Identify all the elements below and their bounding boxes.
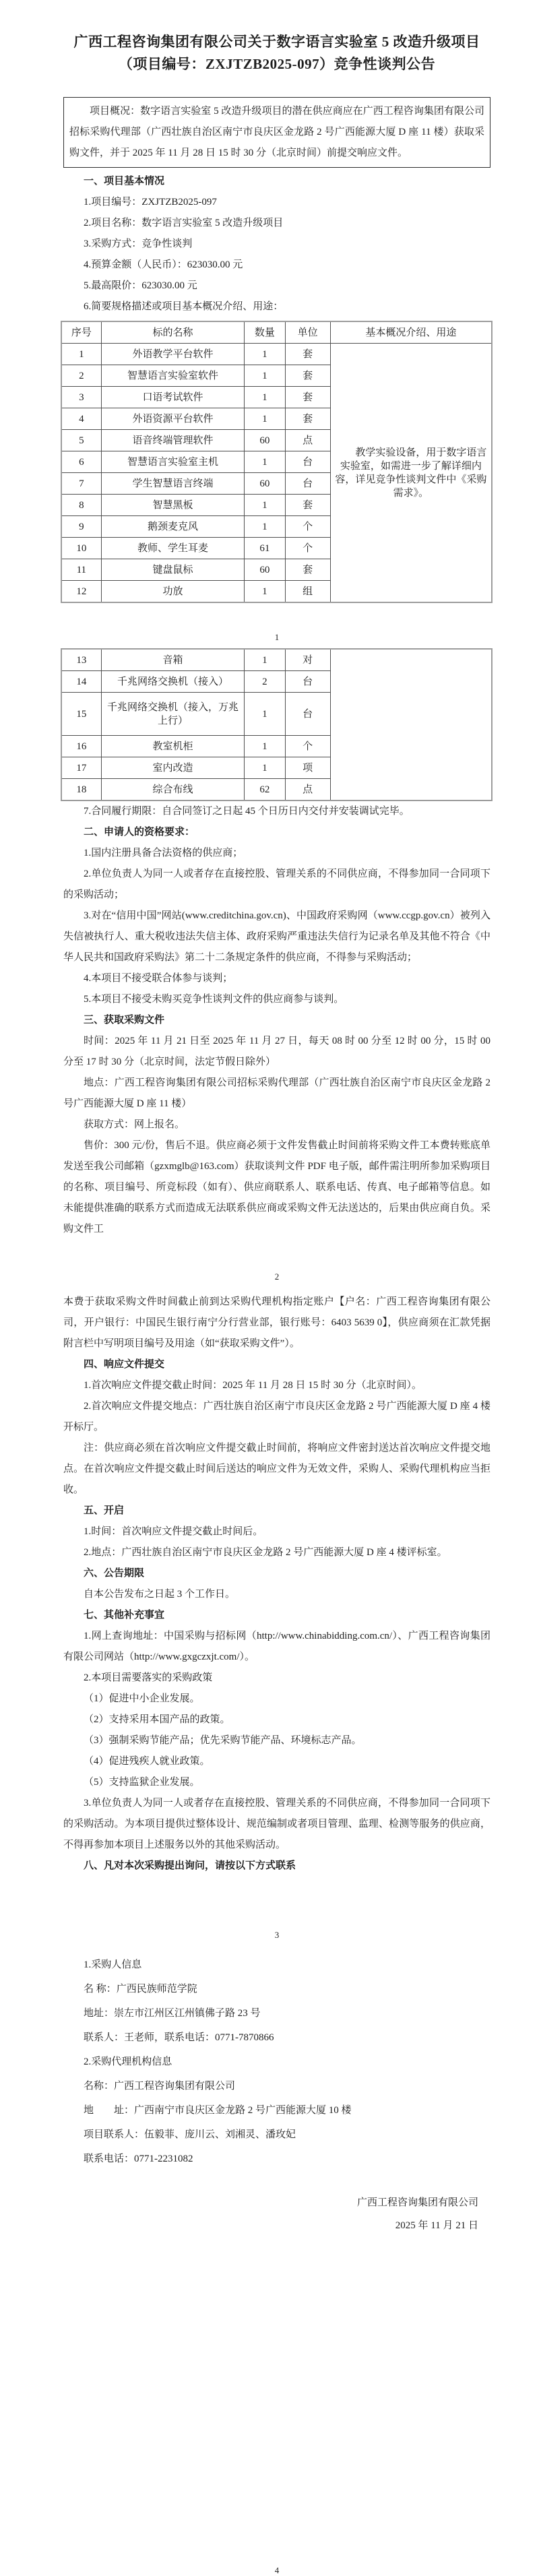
table-cell-unit: 套 [285, 495, 330, 516]
table-cell-seq: 8 [61, 495, 101, 516]
paragraph: 时间：2025 年 11 月 21 日至 2025 年 11 月 27 日，每天 08 时 00 分至 12 时 00 分，15 时 00 分至 17 时 30 分（北京时间，法定节假日除外） [63, 1036, 490, 1067]
table-cell-qty: 1 [245, 693, 285, 736]
table-cell-qty: 1 [245, 649, 285, 671]
paragraph: 名 称：广西民族师范学院 [84, 1984, 197, 1994]
table-cell-qty: 60 [245, 430, 285, 451]
page-number: 3 [274, 1930, 280, 1940]
table-body [61, 321, 492, 602]
table-header-cell: 序号 [61, 321, 101, 344]
table-cell-seq: 9 [61, 516, 101, 538]
table-cell-unit: 点 [285, 430, 330, 451]
paragraph: 1.采购人信息 [84, 1959, 142, 1970]
goods-table-part2 [61, 648, 493, 801]
section-heading: 二、申请人的资格要求： [84, 827, 195, 838]
table-note-cell [330, 649, 492, 800]
table-cell-name: 智慧语言实验室主机 [101, 451, 245, 473]
paragraph: 获取方式：网上报名。 [84, 1119, 185, 1130]
table-cell-seq: 11 [61, 559, 101, 581]
table-cell-qty: 2 [245, 671, 285, 693]
paragraph: 地 址：广西南宁市良庆区金龙路 2 号广西能源大厦 10 楼 [84, 2105, 352, 2116]
signature-date: 2025 年 11 月 21 日 [395, 2220, 478, 2231]
section-heading: 六、公告期限 [84, 1568, 145, 1579]
table-cell-unit: 台 [285, 693, 330, 736]
paragraph: 本费于获取采购文件时间截止前到达采购代理机构指定账户【户名：广西工程咨询集团有限公司，开户银行：中国民生银行南宁分行营业部，银行账号：6403 5639 0】，供应商须在汇款凭据附言栏中写明项目编号及用途（如“获取采购文件”）。 [63, 1296, 490, 1349]
paragraph: 2.首次响应文件提交地点：广西壮族自治区南宁市良庆区金龙路 2 号广西能源大厦 D 座 4 楼开标厅。 [63, 1401, 490, 1433]
table-cell-name: 综合布线 [101, 779, 245, 801]
table-cell-name: 键盘鼠标 [101, 559, 245, 581]
table-cell-name: 智慧语言实验室软件 [101, 365, 245, 387]
paragraph: 注：供应商必须在首次响应文件提交截止时间前，将响应文件密封送达首次响应文件提交地点。在首次响应文件提交截止时间后送达的响应文件为无效文件，采购人、采购代理机构应当拒收。 [63, 1443, 490, 1495]
paragraph: 3.对在“信用中国”网站(www.creditchina.gov.cn)、中国政府采购网（www.ccgp.gov.cn）被列入失信被执行人、重大税收违法失信主体、政府采购严重违法失信行为记录名单及其他不符合《中华人民共和国政府采购法》第二十二条规定条件的供应商，不得参与采购活动； [63, 910, 490, 963]
table-cell-qty: 60 [245, 473, 285, 495]
paragraph: 2.项目名称：数字语言实验室 5 改造升级项目 [84, 218, 284, 228]
page-number: 4 [274, 2565, 280, 2575]
table-header-cell: 标的名称 [101, 321, 245, 344]
table-cell-seq: 15 [61, 693, 101, 736]
document-body [63, 171, 490, 2576]
goods-table-part1 [61, 321, 493, 603]
paragraph: 售价：300 元/份，售后不退。供应商必须于文件发售截止时间前将采购文件工本费转账底单发送至我公司邮箱（gzxmglb@163.com）获取谈判文件 PDF 电子版，邮件需注明所参加采购项目的名称、项目编号、所竞标段（如有）、供应商联系人、联系电话、传真、电子邮箱等信息。如未能提供准确的联系方式而造成无法联系供应商或采购文件无法送达的，后果由供应商自负。采购文件工 [63, 1140, 490, 1234]
table-cell-seq: 7 [61, 473, 101, 495]
table-cell-qty: 61 [245, 538, 285, 559]
paragraph: 名称：广西工程咨询集团有限公司 [84, 2081, 236, 2092]
page-number: 2 [274, 1271, 280, 1282]
section-heading: 一、项目基本情况 [84, 176, 165, 187]
table-cell-qty: 1 [245, 387, 285, 408]
paragraph: 4.本项目不接受联合体参与谈判； [84, 973, 233, 984]
table-cell-qty: 1 [245, 495, 285, 516]
table-cell-name: 教室机柜 [101, 736, 245, 757]
table-cell-unit: 对 [285, 649, 330, 671]
table-cell-name: 语音终端管理软件 [101, 430, 245, 451]
paragraph: 1.项目编号：ZXJTZB2025-097 [84, 197, 217, 208]
table-cell-seq: 12 [61, 581, 101, 603]
table-cell-qty: 1 [245, 408, 285, 430]
table-cell-unit: 套 [285, 408, 330, 430]
table-header-cell: 单位 [285, 321, 330, 344]
table-header-cell: 数量 [245, 321, 285, 344]
paragraph: 联系人：王老师，联系电话：0771-7870866 [84, 2032, 274, 2043]
section-heading: 四、响应文件提交 [84, 1359, 165, 1370]
table-cell-seq: 10 [61, 538, 101, 559]
table-cell-name: 千兆网络交换机（接入，万兆上行） [101, 693, 245, 736]
table-cell-name: 外语教学平台软件 [101, 344, 245, 365]
table-cell-qty: 1 [245, 344, 285, 365]
table-cell-unit: 组 [285, 581, 330, 603]
table-cell-unit: 点 [285, 779, 330, 801]
paragraph: 2.采购代理机构信息 [84, 2056, 172, 2067]
section-heading: 五、开启 [84, 1505, 125, 1516]
table-cell-name: 教师、学生耳麦 [101, 538, 245, 559]
paragraph: （2）支持采用本国产品的政策。 [84, 1714, 230, 1725]
table-cell-unit: 个 [285, 538, 330, 559]
paragraph: 项目联系人：伍毅菲、庞川云、刘湘灵、潘玫妃 [84, 2129, 296, 2140]
table-cell-seq: 3 [61, 387, 101, 408]
table-cell-unit: 个 [285, 736, 330, 757]
paragraph: 3.采购方式：竞争性谈判 [84, 239, 193, 249]
paragraph: 5.本项目不接受未购买竞争性谈判文件的供应商参与谈判。 [84, 994, 344, 1005]
table-cell-qty: 60 [245, 559, 285, 581]
paragraph: 1.时间：首次响应文件提交截止时间后。 [84, 1526, 263, 1537]
section-heading: 三、获取采购文件 [84, 1015, 165, 1026]
table-cell-unit: 个 [285, 516, 330, 538]
paragraph: 1.国内注册具备合法资格的供应商； [84, 848, 243, 858]
section-heading: 七、其他补充事宜 [84, 1610, 165, 1621]
table-cell-unit: 套 [285, 559, 330, 581]
paragraph: 联系电话：0771-2231082 [84, 2154, 193, 2164]
paragraph: 地点：广西工程咨询集团有限公司招标采购代理部（广西壮族自治区南宁市良庆区金龙路 2 号广西能源大厦 D 座 11 楼） [63, 1077, 490, 1109]
table-cell-unit: 台 [285, 451, 330, 473]
table-cell-seq: 4 [61, 408, 101, 430]
paragraph: 地址：崇左市江州区江州镇佛子路 23 号 [84, 2008, 261, 2019]
table-cell-seq: 6 [61, 451, 101, 473]
table-cell-name: 智慧黑板 [101, 495, 245, 516]
table-note-cell: 教学实验设备，用于数字语言实验室，如需进一步了解详细内容，详见竞争性谈判文件中《采购需求》。 [330, 344, 492, 603]
table-cell-seq: 18 [61, 779, 101, 801]
section-heading: 八、凡对本次采购提出询问，请按以下方式联系 [84, 1860, 296, 1871]
table-cell-seq: 2 [61, 365, 101, 387]
table-cell-unit: 台 [285, 473, 330, 495]
table-cell-name: 口语考试软件 [101, 387, 245, 408]
table-cell-unit: 套 [285, 365, 330, 387]
paragraph: （1）促进中小企业发展。 [84, 1693, 200, 1704]
table-row [61, 344, 492, 365]
doc-title-line1: 广西工程咨询集团有限公司关于数字语言实验室 5 改造升级项目 [73, 34, 480, 50]
table-header-row [61, 321, 492, 344]
overview-box: 项目概况：数字语言实验室 5 改造升级项目的潜在供应商应在广西工程咨询集团有限公司招标采购代理部（广西壮族自治区南宁市良庆区金龙路 2 号广西能源大厦 D 座 11 楼）获取采购文件，并于 2025 年 11 月 28 日 15 时 30 分（北京时间）前提交响应文件。 [63, 97, 490, 168]
table-cell-name: 鹅颈麦克风 [101, 516, 245, 538]
table-cell-name: 千兆网络交换机（接入） [101, 671, 245, 693]
table-row [61, 649, 492, 671]
table-cell-name: 音箱 [101, 649, 245, 671]
paragraph: 7.合同履行期限：自合同签订之日起 45 个日历日内交付并安装调试完毕。 [84, 806, 410, 817]
table-cell-name: 功放 [101, 581, 245, 603]
table-cell-seq: 14 [61, 671, 101, 693]
table-cell-unit: 项 [285, 757, 330, 779]
paragraph: 2.地点：广西壮族自治区南宁市良庆区金龙路 2 号广西能源大厦 D 座 4 楼评标室。 [84, 1547, 447, 1558]
doc-title [63, 31, 490, 75]
table-cell-seq: 13 [61, 649, 101, 671]
paragraph: 1.网上查询地址：中国采购与招标网（http://www.chinabidding.com.cn/）、广西工程咨询集团有限公司网站（http://www.gxgczxjt.com/）。 [63, 1631, 490, 1662]
paragraph: 4.预算金额（人民币）：623030.00 元 [84, 259, 243, 270]
table-cell-qty: 1 [245, 516, 285, 538]
table-cell-seq: 16 [61, 736, 101, 757]
doc-title-line2: （项目编号：ZXJTZB2025-097）竞争性谈判公告 [118, 56, 436, 72]
table-cell-unit: 台 [285, 671, 330, 693]
table-cell-unit: 套 [285, 344, 330, 365]
paragraph: 6.简要规格描述或项目基本概况介绍、用途： [84, 301, 284, 312]
table-cell-unit: 套 [285, 387, 330, 408]
table-cell-name: 学生智慧语言终端 [101, 473, 245, 495]
document-page [0, 31, 539, 2576]
paragraph: 3.单位负责人为同一人或者存在直接控股、管理关系的不同供应商，不得参加同一合同项下的采购活动。为本项目提供过整体设计、规范编制或者项目管理、监理、检测等服务的供应商，不得再参加本项目上述服务以外的其他采购活动。 [63, 1798, 490, 1850]
table-cell-seq: 5 [61, 430, 101, 451]
table-cell-qty: 1 [245, 581, 285, 603]
paragraph: 2.本项目需要落实的采购政策 [84, 1672, 213, 1683]
table-body [61, 649, 492, 800]
paragraph: 5.最高限价：623030.00 元 [84, 280, 197, 291]
signature-org: 广西工程咨询集团有限公司 [356, 2197, 478, 2208]
table-cell-name: 外语资源平台软件 [101, 408, 245, 430]
table-cell-qty: 1 [245, 365, 285, 387]
table-cell-qty: 1 [245, 451, 285, 473]
paragraph: 2.单位负责人为同一人或者存在直接控股、管理关系的不同供应商，不得参加同一合同项下的采购活动； [63, 869, 490, 900]
paragraph: 1.首次响应文件提交截止时间：2025 年 11 月 28 日 15 时 30 分（北京时间）。 [84, 1380, 422, 1391]
paragraph: （3）强制采购节能产品；优先采购节能产品、环境标志产品。 [84, 1735, 362, 1746]
paragraph: （5）支持监狱企业发展。 [84, 1777, 200, 1788]
table-cell-qty: 1 [245, 757, 285, 779]
table-cell-name: 室内改造 [101, 757, 245, 779]
table-cell-qty: 1 [245, 736, 285, 757]
table-cell-qty: 62 [245, 779, 285, 801]
page-number: 1 [274, 632, 280, 642]
table-cell-seq: 1 [61, 344, 101, 365]
table-cell-seq: 17 [61, 757, 101, 779]
table-header-cell: 基本概况介绍、用途 [330, 321, 492, 344]
paragraph: （4）促进残疾人就业政策。 [84, 1756, 210, 1767]
paragraph: 自本公告发布之日起 3 个工作日。 [84, 1589, 236, 1600]
